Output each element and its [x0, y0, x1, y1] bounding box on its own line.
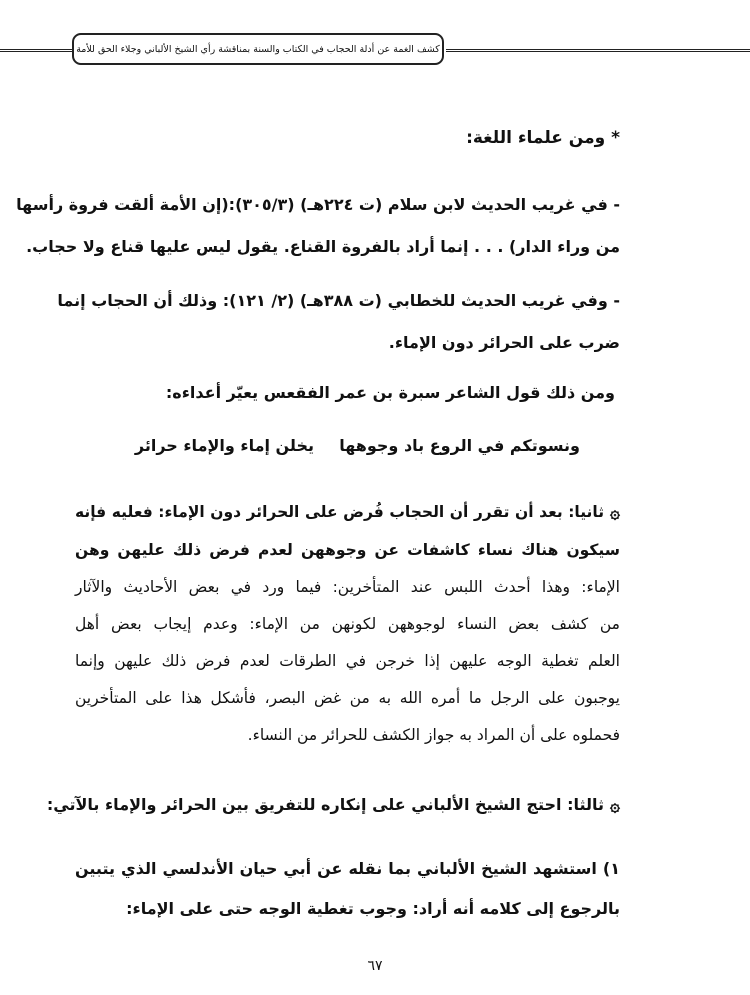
- item-one-paragraph: [75, 849, 620, 929]
- verse-second-text: يخلن إماء والإماء حرائر: [134, 436, 314, 455]
- header-rule-right: [446, 49, 750, 52]
- running-header: [72, 33, 444, 65]
- paragraph-line: يوجبون على الرجل ما أمره الله به من غض البصر، فأشكل هذا على المتأخرين: [75, 689, 620, 707]
- page-number-text: ٦٧: [367, 958, 383, 974]
- third-point-text: ثالثا: احتج الشيخ الألباني على إنكاره للتفريق بين الحرائر والإماء بالآتي:: [46, 795, 605, 814]
- gharib-ibn-sallam-paragraph: [16, 184, 620, 268]
- paragraph-line: ١) استشهد الشيخ الألباني بما نقله عن أبي حيان الأندلسي الذي يتبين: [75, 859, 620, 878]
- paragraph-line: - وفي غريب الحديث للخطابي (ت ٣٨٨هـ) (٢/ ١٢١): وذلك أن الحجاب إنما: [57, 291, 620, 310]
- header-rule-left: [0, 49, 72, 52]
- paragraph-line: [75, 494, 620, 532]
- flower-ornament-icon: ۞: [610, 503, 620, 523]
- scholars-heading: [466, 128, 620, 148]
- flower-ornament-icon: ۞: [610, 796, 620, 816]
- poet-intro-text: ومن ذلك قول الشاعر سبرة بن عمر الفقعس يعيّر أعداءه:: [165, 383, 615, 402]
- page-number: [0, 958, 750, 974]
- paragraph-line: ضرب على الحرائر دون الإماء.: [388, 333, 620, 352]
- paragraph-line: فحملوه على أن المراد به جواز الكشف للحرائر من النساء.: [247, 726, 620, 744]
- verse-second-hemistich: [135, 436, 314, 455]
- poet-intro: [166, 383, 615, 402]
- scholars-heading-text: * ومن علماء اللغة:: [466, 128, 620, 148]
- paragraph-line: بالرجوع إلى كلامه أنه أراد: وجوب تغطية الوجه حتى على الإماء:: [126, 899, 620, 918]
- verse-first-text: ونسوتكم في الروع باد وجوهها: [339, 436, 580, 455]
- paragraph-line: العلم تغطية الوجه عليهن إذا خرجن في الطرقات لعدم فرض ذلك عليهن وإنما: [75, 652, 620, 670]
- running-title: كشف الغمة عن أدلة الحجاب في الكتاب والسنة بمناقشة رأي الشيخ الألباني وجلاء الحق للأمة: [76, 43, 440, 55]
- paragraph-line-text: ثانيا: بعد أن تقرر أن الحجاب فُرض على الحرائر دون الإماء: فعليه فإنه: [75, 503, 605, 521]
- paragraph-line: - في غريب الحديث لابن سلام (ت ٢٢٤هـ) (٣٠٥/٣):(إن الأمة ألقت فروة رأسها: [16, 195, 620, 214]
- paragraph-line: من وراء الدار) . . . إنما أراد بالفروة القناع. يقول ليس عليها قناع ولا حجاب.: [26, 237, 620, 256]
- paragraph-line: من كشف بعض النساء لوجوههن لكونهن من الإماء: وعدم إيجاب بعض أهل: [75, 615, 620, 633]
- second-point-paragraph: [75, 494, 620, 754]
- third-point: [47, 795, 620, 816]
- paragraph-line: سيكون هناك نساء كاشفات عن وجوههن لعدم فرض ذلك عليهن وهن: [75, 541, 620, 559]
- paragraph-line: الإماء: وهذا أحدث اللبس عند المتأخرين: فيما ورد في بعض الأحاديث والآثار: [75, 578, 620, 596]
- verse-first-hemistich: [339, 436, 580, 455]
- gharib-khattabi-paragraph: [57, 280, 620, 364]
